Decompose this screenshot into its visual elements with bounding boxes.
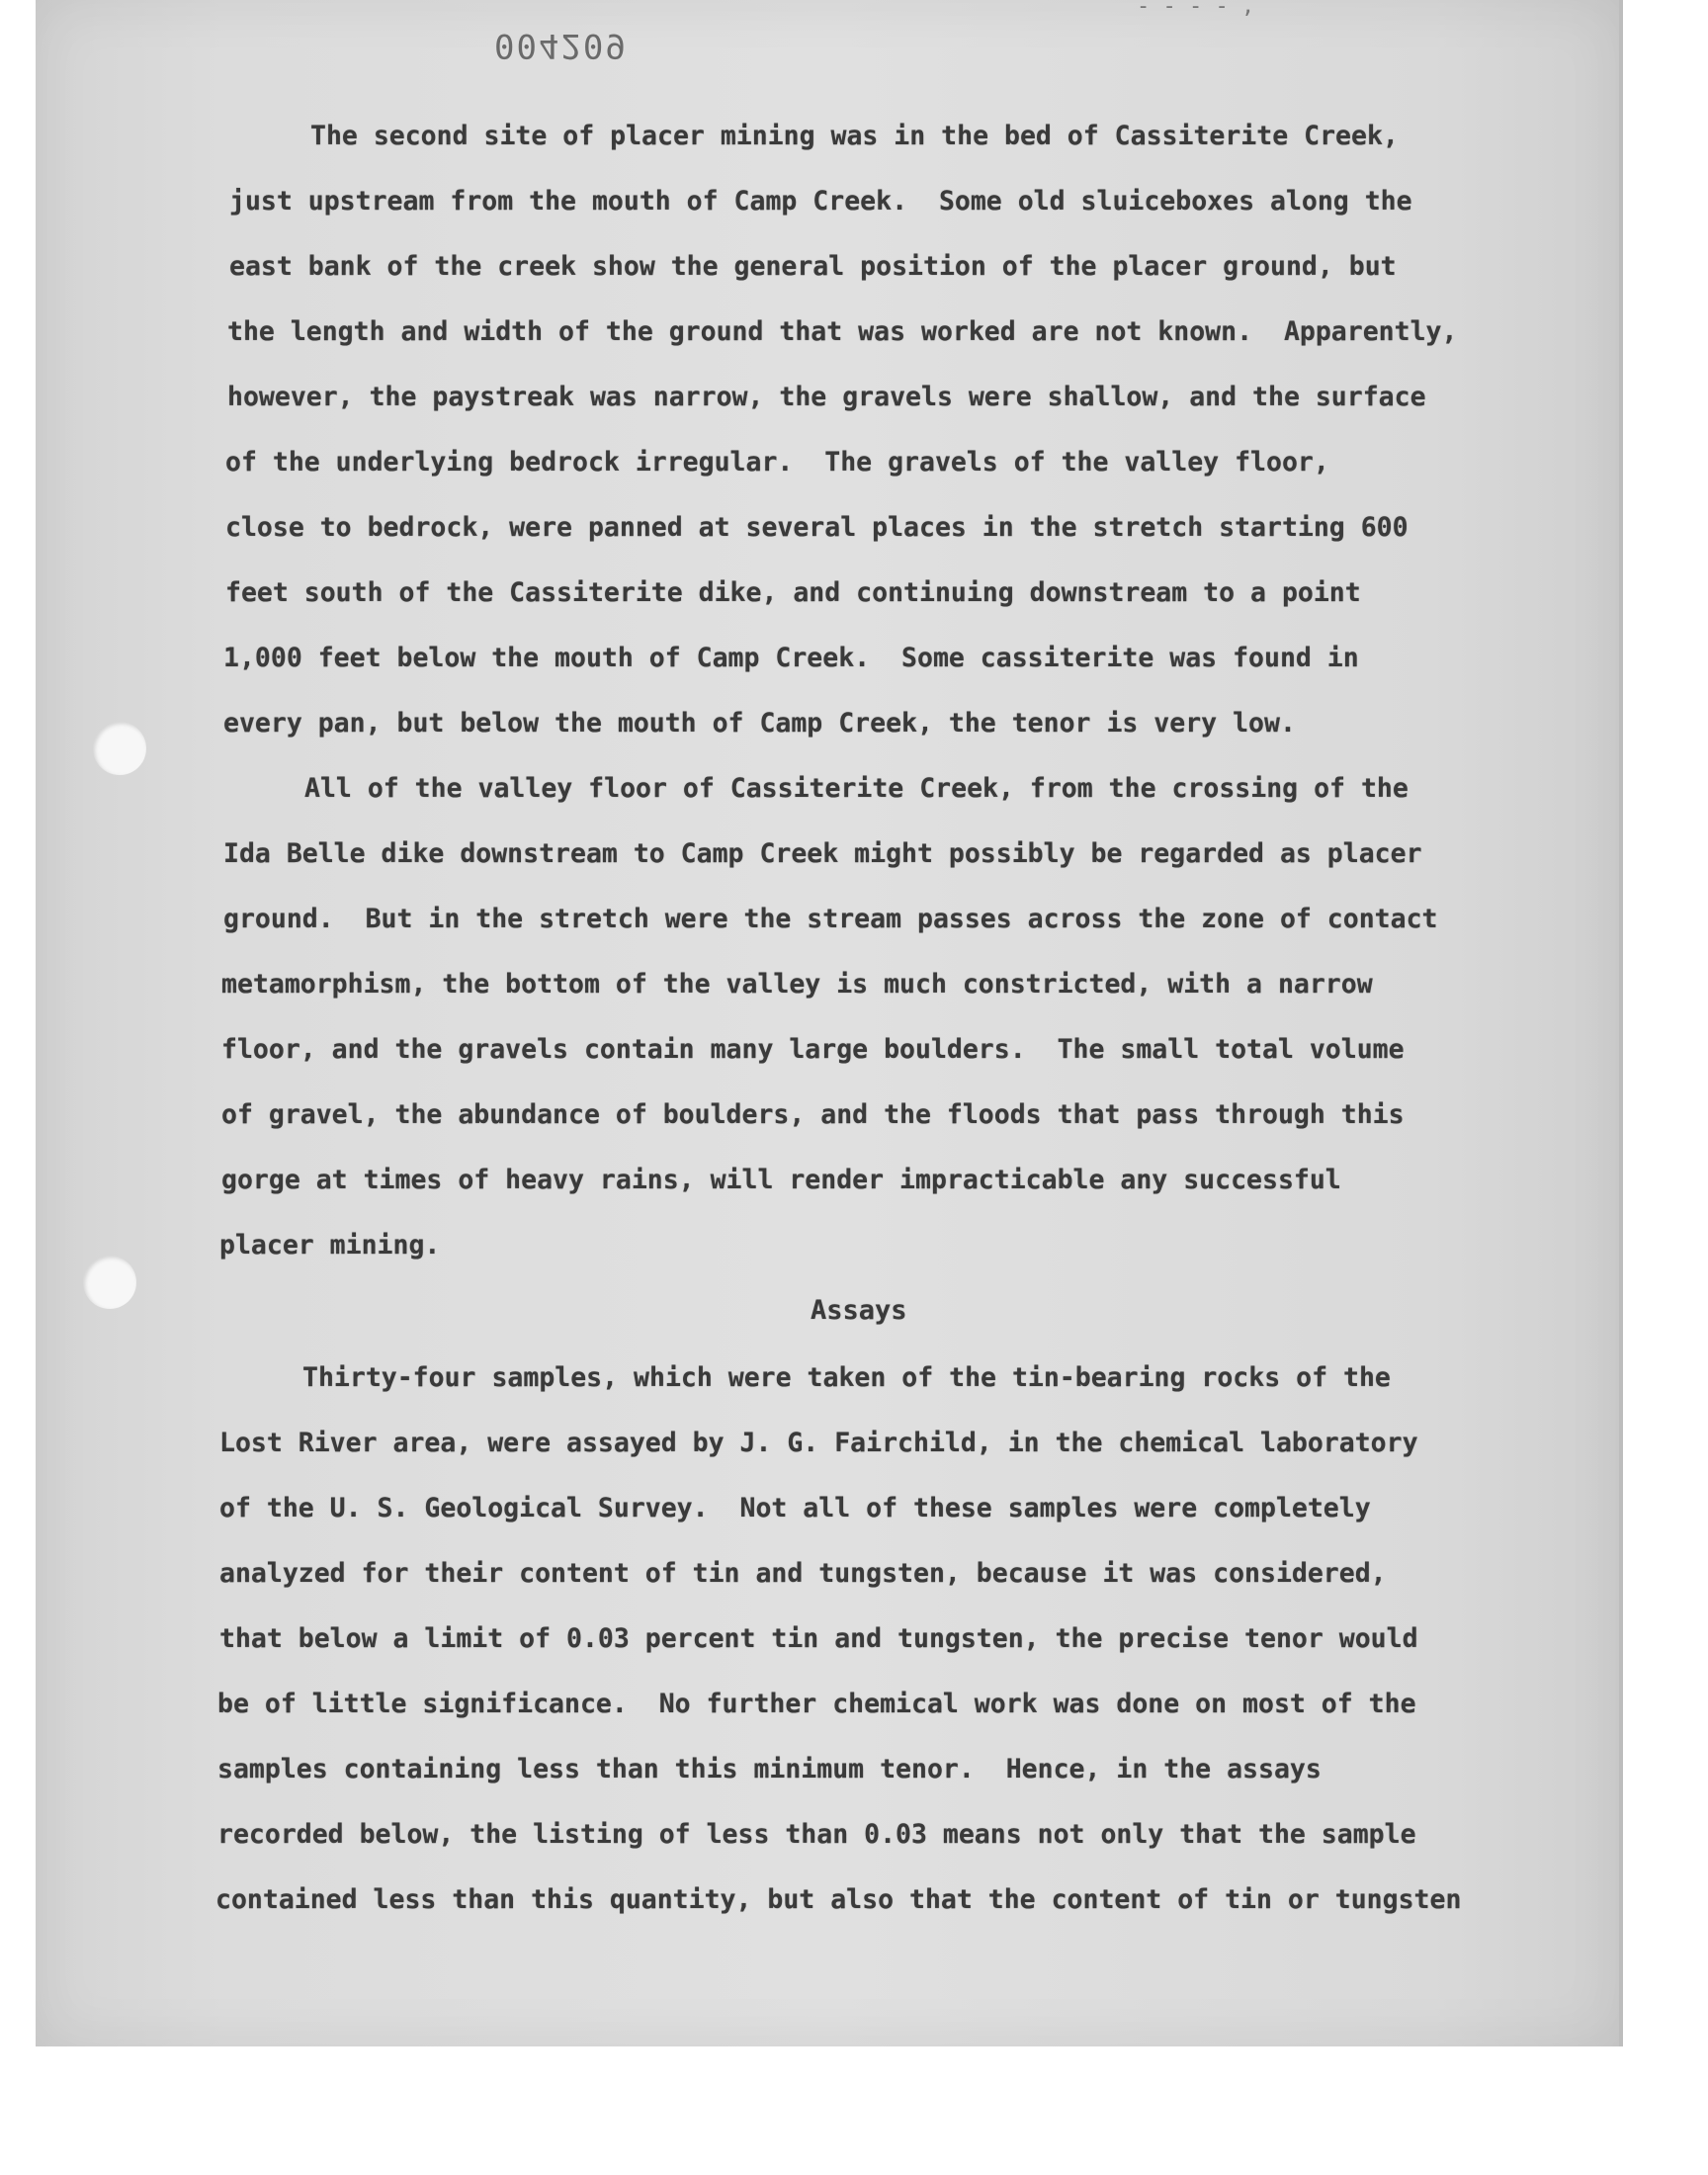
paragraph-1-line: just upstream from the mouth of Camp Creek. Some old sluiceboxes along the: [229, 186, 1412, 217]
paragraph-1-line: The second site of placer mining was in the bed of Cassiterite Creek,: [310, 121, 1399, 151]
paragraph-2-line: metamorphism, the bottom of the valley is much constricted, with a narrow: [221, 969, 1373, 1000]
paragraph-1-line: however, the paystreak was narrow, the gravels were shallow, and the surface: [227, 382, 1426, 412]
punch-hole-lower: [83, 1256, 136, 1309]
document-page: [36, 0, 1623, 2046]
top-mark: - - - - ,: [1137, 0, 1255, 19]
paragraph-3-line: recorded below, the listing of less than 0.03 means not only that the sample: [217, 1819, 1416, 1850]
paragraph-2-line: floor, and the gravels contain many large boulders. The small total volume: [221, 1034, 1405, 1065]
punch-hole-upper: [93, 722, 146, 775]
paragraph-3-line: samples containing less than this minimum tenor. Hence, in the assays: [217, 1754, 1322, 1784]
paragraph-1-line: close to bedrock, were panned at several places in the stretch starting 600: [225, 512, 1409, 543]
paragraph-1-line: every pan, but below the mouth of Camp Creek, the tenor is very low.: [223, 708, 1296, 739]
page-stamp: 004209: [494, 26, 628, 65]
paragraph-2-line: gorge at times of heavy rains, will render impracticable any successful: [221, 1165, 1341, 1195]
page-bottom-margin: [0, 2046, 1708, 2175]
paragraph-1-line: east bank of the creek show the general position of the placer ground, but: [229, 251, 1397, 282]
paragraph-2-line: ground. But in the stretch were the stream passes across the zone of contact: [223, 904, 1438, 934]
paragraph-1-line: 1,000 feet below the mouth of Camp Creek. Some cassiterite was found in: [223, 643, 1359, 673]
section-heading: Assays: [811, 1295, 907, 1326]
paragraph-2-line: placer mining.: [219, 1230, 441, 1261]
paragraph-3-line: be of little significance. No further chemical work was done on most of the: [217, 1689, 1416, 1719]
page-edge: [1619, 0, 1623, 2046]
paragraph-2-line: Ida Belle dike downstream to Camp Creek might possibly be regarded as placer: [223, 838, 1422, 869]
paragraph-1-line: feet south of the Cassiterite dike, and continuing downstream to a point: [225, 577, 1361, 608]
paragraph-3-line: that below a limit of 0.03 percent tin and tungsten, the precise tenor would: [219, 1623, 1418, 1654]
paragraph-3-line: Thirty-four samples, which were taken of the tin-bearing rocks of the: [302, 1362, 1391, 1393]
paragraph-1-line: the length and width of the ground that was worked are not known. Apparently,: [227, 316, 1458, 347]
paragraph-1-line: of the underlying bedrock irregular. The gravels of the valley floor,: [225, 447, 1329, 478]
paragraph-2-line: of gravel, the abundance of boulders, and the floods that pass through this: [221, 1099, 1405, 1130]
paragraph-3-line: Lost River area, were assayed by J. G. Fairchild, in the chemical laboratory: [219, 1428, 1418, 1458]
paragraph-3-line: of the U. S. Geological Survey. Not all of these samples were completely: [219, 1493, 1371, 1523]
paragraph-3-line: contained less than this quantity, but also that the content of tin or tungsten: [215, 1884, 1462, 1915]
paragraph-2-line: All of the valley floor of Cassiterite Creek, from the crossing of the: [304, 773, 1409, 804]
paragraph-3-line: analyzed for their content of tin and tungsten, because it was considered,: [219, 1558, 1387, 1589]
